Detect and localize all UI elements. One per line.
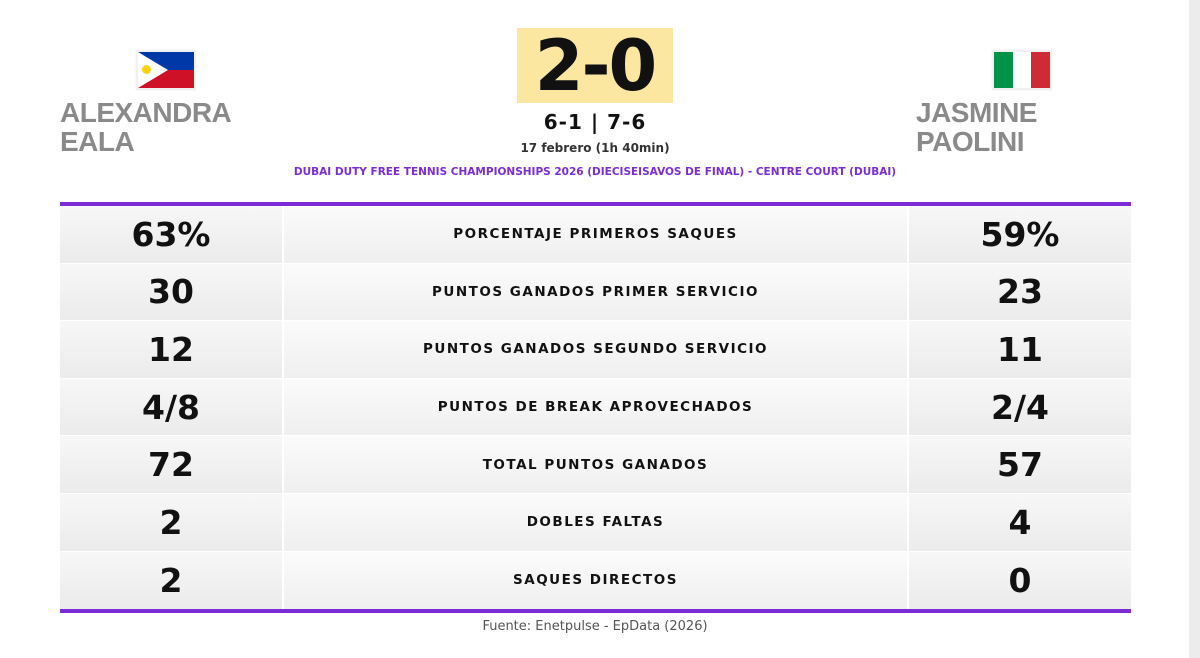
stat-left-value: 2 bbox=[60, 552, 282, 610]
stat-left-value: 63% bbox=[60, 206, 282, 263]
tournament-info: DUBAI DUTY FREE TENNIS CHAMPIONSHIPS 2026 (DIECISEISAVOS DE FINAL) - CENTRE COURT (DUBAI) bbox=[293, 166, 897, 178]
stat-right-value: 0 bbox=[909, 552, 1131, 610]
stat-label: SAQUES DIRECTOS bbox=[284, 552, 907, 610]
stat-right-value: 11 bbox=[909, 321, 1131, 378]
stat-label: PORCENTAJE PRIMEROS SAQUES bbox=[284, 206, 907, 263]
stat-row bbox=[60, 321, 1131, 379]
stat-right-value: 2/4 bbox=[909, 379, 1131, 436]
stat-left-value: 30 bbox=[60, 264, 282, 321]
score-box bbox=[517, 24, 673, 107]
stat-label: PUNTOS GANADOS PRIMER SERVICIO bbox=[284, 264, 907, 321]
stat-right-value: 23 bbox=[909, 264, 1131, 321]
stat-label: PUNTOS GANADOS SEGUNDO SERVICIO bbox=[284, 321, 907, 378]
set-scores: 6-1 | 7-6 bbox=[543, 110, 647, 134]
stat-right-value: 57 bbox=[909, 436, 1131, 493]
player-right-name-line2: PAOLINI bbox=[916, 126, 1024, 157]
match-score: 2-0 bbox=[534, 24, 656, 107]
stat-label: DOBLES FALTAS bbox=[284, 494, 907, 551]
stat-label: PUNTOS DE BREAK APROVECHADOS bbox=[284, 379, 907, 436]
stat-row bbox=[60, 379, 1131, 437]
stat-left-value: 72 bbox=[60, 436, 282, 493]
player-right-name-line1: JASMINE bbox=[916, 97, 1037, 128]
stat-row bbox=[60, 552, 1131, 610]
stat-row bbox=[60, 264, 1131, 322]
stat-row bbox=[60, 436, 1131, 494]
stats-table bbox=[60, 202, 1131, 613]
stat-right-value: 4 bbox=[909, 494, 1131, 551]
stat-label: TOTAL PUNTOS GANADOS bbox=[284, 436, 907, 493]
right-edge-bar bbox=[1189, 0, 1200, 658]
philippines-flag-icon bbox=[136, 50, 196, 90]
italy-flag-icon bbox=[992, 50, 1052, 90]
match-date: 17 febrero (1h 40min) bbox=[520, 141, 670, 155]
player-left-name-line1: ALEXANDRA bbox=[60, 97, 232, 128]
player-left-name-line2: EALA bbox=[60, 126, 135, 157]
source-note: Fuente: Enetpulse - EpData (2026) bbox=[482, 619, 708, 634]
stat-row bbox=[60, 494, 1131, 552]
stat-row bbox=[60, 206, 1131, 264]
stat-left-value: 2 bbox=[60, 494, 282, 551]
stat-left-value: 4/8 bbox=[60, 379, 282, 436]
stat-left-value: 12 bbox=[60, 321, 282, 378]
stat-right-value: 59% bbox=[909, 206, 1131, 263]
